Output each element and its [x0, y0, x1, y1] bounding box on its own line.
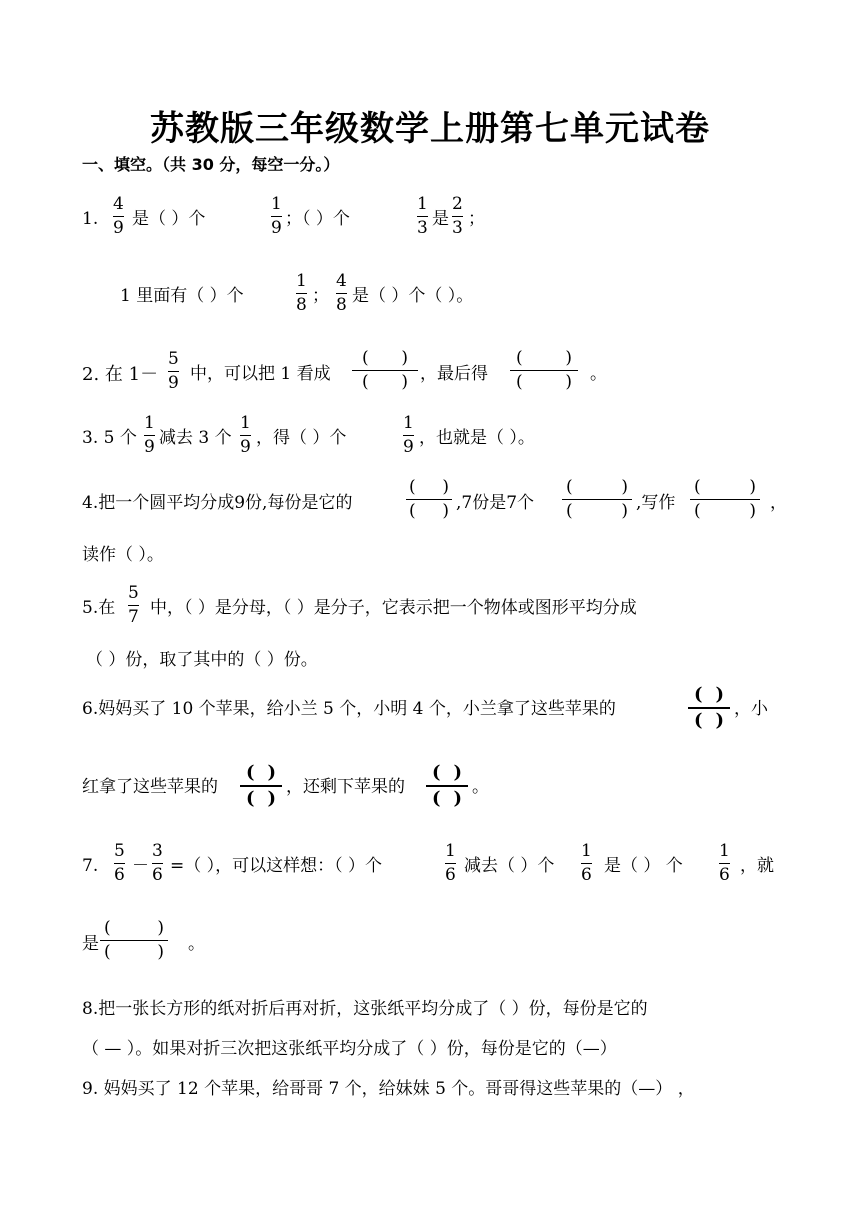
- fraction-blank[interactable]: ( ) ( ): [690, 479, 760, 520]
- q1-number: 1.: [82, 209, 99, 229]
- fraction-blank[interactable]: ( ) ( ): [100, 920, 168, 961]
- fraction: 5 7: [128, 583, 139, 627]
- q7-text: 。: [188, 934, 205, 954]
- q8-text: （ — ）。如果对折三次把这张纸平均分成了（ ）份，每份是它的（—）: [82, 1039, 617, 1059]
- q4-text: ，: [770, 493, 787, 513]
- fraction-blank[interactable]: ( ) ( ): [510, 350, 578, 391]
- fraction-blank[interactable]: ( ) ( ): [406, 479, 452, 520]
- fraction: 1 6: [719, 841, 730, 885]
- q4-text: ,7份是7个: [456, 493, 535, 513]
- fraction: 5 6: [114, 841, 125, 885]
- q5-text: 中，（ ）是分母，（ ）是分子，它表示把一个物体或图形平均分成: [150, 598, 637, 618]
- fraction-blank[interactable]: ( ) ( ): [688, 686, 730, 730]
- q4-text: 4.把一个圆平均分成9份,每份是它的: [82, 493, 353, 513]
- fraction: 4 9: [113, 194, 124, 238]
- fraction: 1 3: [417, 194, 428, 238]
- fraction: 1 8: [296, 271, 307, 315]
- q7-text: 减去（ ）个: [464, 856, 555, 876]
- fraction-blank[interactable]: ( ) ( ): [352, 350, 418, 391]
- q3-text: ，得（ ）个: [256, 428, 347, 448]
- q2-text: 。: [590, 364, 607, 384]
- fraction: 5 9: [168, 349, 179, 393]
- q2-text: 2. 在 1－: [82, 364, 159, 385]
- q6-text: ，小: [734, 699, 768, 719]
- q4-text: ,写作: [636, 493, 676, 513]
- page-title: 苏教版三年级数学上册第七单元试卷: [150, 109, 710, 149]
- q7-text: 是（ ） 个: [604, 856, 683, 876]
- q6-text: 红拿了这些苹果的: [82, 777, 218, 797]
- q3-text: ，也就是（ ）。: [419, 428, 535, 448]
- fraction: 4 8: [336, 271, 347, 315]
- fraction: 3 6: [152, 841, 163, 885]
- q2-text: 中，可以把 1 看成: [190, 364, 331, 384]
- q1-text: ；（ ）个: [285, 209, 350, 229]
- q7-text: =（ ），可以这样想：（ ）个: [170, 856, 383, 876]
- q1-text: 是: [432, 209, 449, 229]
- q6-text: 。: [472, 777, 489, 797]
- q8-text: 8.把一张长方形的纸对折后再对折，这张纸平均分成了（ ）份，每份是它的: [82, 999, 648, 1019]
- fraction: 1 9: [403, 413, 414, 457]
- q1-text: 是（ ）个（ ）。: [352, 286, 474, 306]
- q1-text: ；: [468, 209, 485, 229]
- q1-text: 是（ ）个: [132, 209, 206, 229]
- q2-text: ，最后得: [420, 364, 488, 384]
- fraction: 1 9: [271, 194, 282, 238]
- q3-text: 3. 5 个: [82, 428, 137, 448]
- q7-text: 是: [82, 934, 99, 954]
- q3-text: 减去 3 个: [159, 428, 232, 448]
- q4-text: 读作（ ）。: [82, 545, 164, 565]
- fraction: 1 9: [144, 413, 155, 457]
- fraction: 1 9: [240, 413, 251, 457]
- q7-text: －: [132, 856, 149, 876]
- q1-text: 1 里面有（ ）个: [120, 286, 244, 306]
- q7-text: 7.: [82, 856, 99, 876]
- q1-text: ；: [312, 286, 329, 306]
- fraction-blank[interactable]: ( ) ( ): [562, 479, 632, 520]
- q9-text: 9. 妈妈买了 12 个苹果，给哥哥 7 个，给妹妹 5 个。哥哥得这些苹果的（—） ，: [82, 1079, 695, 1099]
- fraction: 2 3: [452, 194, 463, 238]
- fraction: 1 6: [445, 841, 456, 885]
- q5-text: （ ）份，取了其中的（ ）份。: [86, 650, 318, 670]
- q6-text: 6.妈妈买了 10 个苹果，给小兰 5 个，小明 4 个，小兰拿了这些苹果的: [82, 699, 616, 719]
- fraction-blank[interactable]: ( ) ( ): [426, 764, 468, 808]
- q6-text: ，还剩下苹果的: [286, 777, 405, 797]
- q5-text: 5.在: [82, 598, 116, 618]
- fraction-blank[interactable]: ( ) ( ): [240, 764, 282, 808]
- q7-text: ，就: [740, 856, 774, 876]
- fraction: 1 6: [581, 841, 592, 885]
- section-heading: 一、填空。（共 30 分，每空一分。）: [82, 155, 340, 174]
